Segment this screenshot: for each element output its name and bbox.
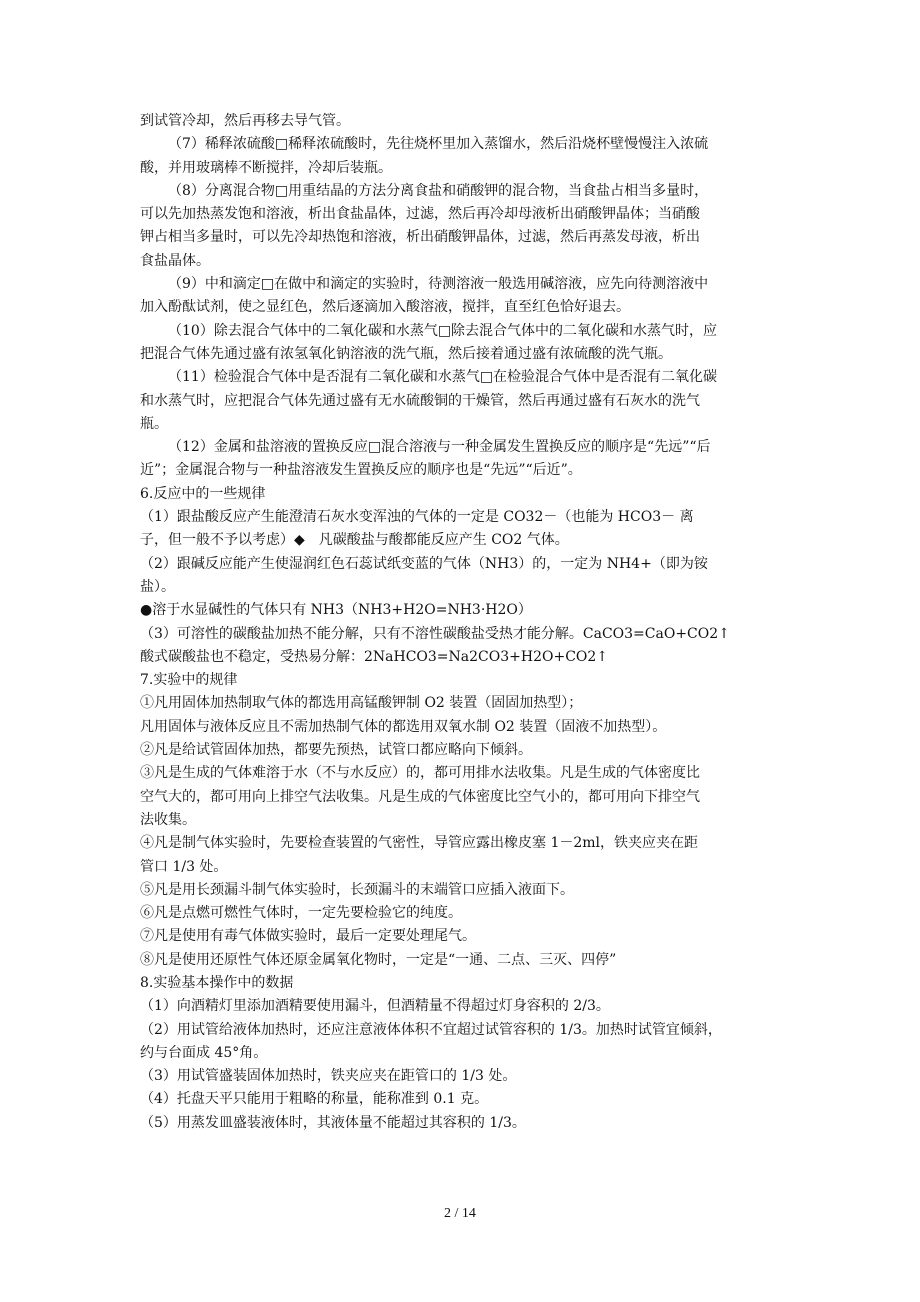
text-line: ⑦凡是使用有毒气体做实验时，最后一定要处理尾气。: [140, 928, 476, 945]
text-line: （10）除去混合气体中的二氧化碳和水蒸气□除去混合气体中的二氧化碳和水蒸气时，应: [168, 322, 718, 339]
text-line: （11）检验混合气体中是否混有二氧化碳和水蒸气□在检验混合气体中是否混有二氧化碳: [168, 369, 718, 386]
text-line: 酸，并用玻璃棒不断搅拌，冷却后装瓶。: [140, 159, 392, 176]
text-line: 盐）。: [140, 578, 175, 595]
text-line: （3）用试管盛装固体加热时，铁夹应夹在距管口的 1/3 处。: [140, 1068, 517, 1085]
text-line: （1）向酒精灯里添加酒精要使用漏斗，但酒精量不得超过灯身容积的 2/3。: [140, 998, 610, 1015]
text-line: 加入酚酞试剂，使之显红色，然后逐滴加入酸溶液，搅拌，直至红色恰好退去。: [140, 299, 630, 316]
text-line: （4）托盘天平只能用于粗略的称量，能称准到 0.1 克。: [140, 1091, 489, 1108]
text-line: 钾占相当多量时，可以先冷却热饱和溶液，析出硝酸钾晶体，过滤，然后再蒸发母液，析出: [140, 229, 700, 246]
text-line: 约与台面成 45°角。: [140, 1044, 268, 1061]
text-line: 到试管冷却，然后再移去导气管。: [140, 113, 350, 129]
text-line: 6.反应中的一些规律: [140, 485, 266, 502]
text-line: ⑤凡是用长颈漏斗制气体实验时，长颈漏斗的末端管口应插入液面下。: [140, 881, 574, 898]
text-line: 空气大的，都可用向上排空气法收集。凡是生成的气体密度比空气小的，都可用向下排空气: [140, 788, 700, 805]
text-line: ⑧凡是使用还原性气体还原金属氧化物时，一定是“一通、二点、三灭、四停”: [140, 951, 617, 968]
text-line: ②凡是给试管固体加热，都要先预热，试管口都应略向下倾斜。: [140, 742, 532, 759]
text-line: ③凡是生成的气体难溶于水（不与水反应）的，都可用排水法收集。凡是生成的气体密度比: [140, 765, 700, 782]
text-line: 凡用固体与液体反应且不需加热制气体的都选用双氧水制 O2 装置（固液不加热型）。: [140, 718, 667, 735]
text-line: （12）金属和盐溶液的置换反应□混合溶液与一种金属发生置换反应的顺序是“先远”“后: [168, 439, 711, 456]
text-line: 食盐晶体。: [140, 252, 210, 269]
text-line: 8.实验基本操作中的数据: [140, 974, 294, 991]
text-line: （5）用蒸发皿盛装液体时，其液体量不能超过其容积的 1/3。: [140, 1114, 526, 1131]
text-line: 子，但一般不予以考虑）◆ 凡碳酸盐与酸都能反应产生 CO2 气体。: [140, 532, 569, 549]
text-line: 可以先加热蒸发饱和溶液，析出食盐晶体，过滤，然后再冷却母液析出硝酸钾晶体；当硝酸: [140, 206, 700, 223]
text-line: （2）用试管给液体加热时，还应注意液体体积不宜超过试管容积的 1/3。加热时试管宜倾斜，: [140, 1021, 722, 1038]
text-line: ●溶于水显碱性的气体只有 NH3（NH3+H2O=NH3·H2O）: [140, 602, 532, 619]
text-line: （2）跟碱反应能产生使湿润红色石蕊试纸变蓝的气体（NH3）的，一定为 NH4+（即为铵: [140, 555, 708, 572]
text-line: ④凡是制气体实验时，先要检查装置的气密性，导管应露出橡皮塞 1－2ml，铁夹应夹在距: [140, 835, 699, 852]
text-line: 和水蒸气时，应把混合气体先通过盛有无水硫酸铜的干燥管，然后再通过盛有石灰水的洗气: [140, 392, 700, 409]
text-line: ⑥凡是点燃可燃性气体时，一定先要检验它的纯度。: [140, 905, 462, 922]
text-line: （1）跟盐酸反应产生能澄清石灰水变浑浊的气体的一定是 CO32－（也能为 HCO3－ 离: [140, 509, 694, 526]
text-line: 瓶。: [140, 415, 168, 432]
text-line: 酸式碳酸盐也不稳定，受热易分解：2NaHCO3=Na2CO3+H2O+CO2↑: [140, 648, 609, 665]
text-line: 把混合气体先通过盛有浓氢氧化钠溶液的洗气瓶，然后接着通过盛有浓硫酸的洗气瓶。: [140, 345, 672, 362]
text-line: ①凡用固体加热制取气体的都选用高锰酸钾制 O2 装置（固固加热型）；: [140, 695, 583, 712]
text-line: （7）稀释浓硫酸□稀释浓硫酸时，先往烧杯里加入蒸馏水，然后沿烧杯壁慢慢注入浓硫: [168, 136, 709, 153]
text-line: （3）可溶性的碳酸盐加热不能分解，只有不溶性碳酸盐受热才能分解。CaCO3=CaO+CO2↑: [140, 625, 730, 642]
page-number: 2 / 14: [444, 1206, 476, 1221]
text-line: 法收集。: [140, 811, 196, 828]
text-line: 近”；金属混合物与一种盐溶液发生置换反应的顺序也是“先远”“后近”。: [140, 462, 582, 479]
document-body: [140, 110, 782, 1135]
text-line: （9）中和滴定□在做中和滴定的实验时，待测溶液一般选用碱溶液，应先向待测溶液中: [168, 276, 709, 293]
text-line: （8）分离混合物□用重结晶的方法分离食盐和硝酸钾的混合物，当食盐占相当多量时，: [168, 182, 709, 199]
text-line: 管口 1/3 处。: [140, 858, 228, 875]
text-line: 7.实验中的规律: [140, 672, 238, 689]
